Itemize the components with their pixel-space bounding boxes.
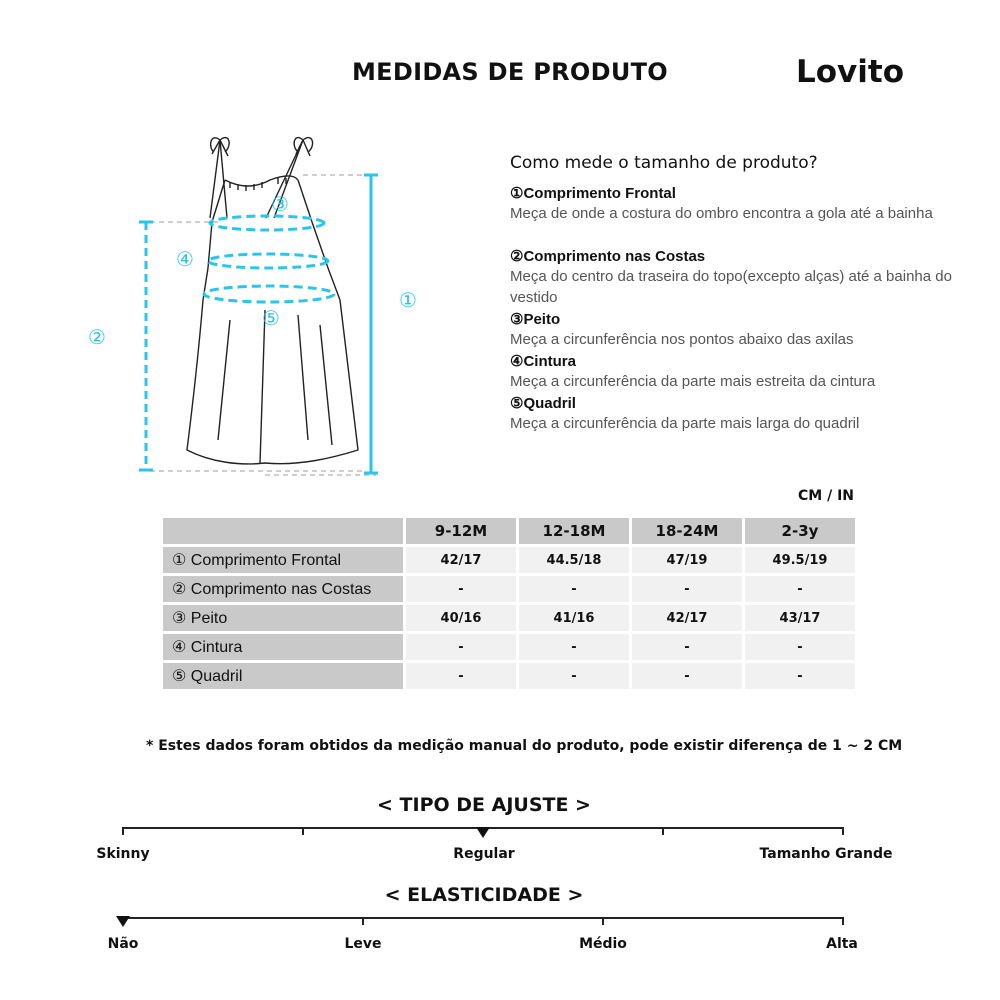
marker-front-length: ① [399, 288, 417, 312]
table-header-row [163, 518, 855, 544]
table-cell: 40/16 [406, 605, 516, 631]
howto-item-desc: Meça a circunferência nos pontos abaixo das axilas [510, 331, 854, 348]
hip-ellipse [204, 286, 334, 302]
table-cell: - [632, 576, 742, 602]
fit-scale-tick [122, 827, 124, 835]
howto-item-title: ③Peito [510, 311, 561, 328]
elasticity-label: Médio [579, 936, 627, 952]
elasticity-scale-title: < ELASTICIDADE > [384, 884, 584, 906]
elasticity-label: Alta [826, 936, 858, 952]
table-row [163, 547, 855, 573]
table-cell: - [632, 663, 742, 689]
back-length-line [139, 222, 153, 470]
table-cell: - [406, 663, 516, 689]
fit-scale-title: < TIPO DE AJUSTE > [377, 794, 591, 816]
elasticity-label: Não [107, 936, 139, 952]
howto-item-desc: Meça a circunferência da parte mais larga do quadril [510, 415, 860, 432]
howto-item-desc: Meça a circunferência da parte mais estreita da cintura [510, 373, 876, 390]
fit-label: Regular [453, 846, 515, 862]
measurement-note: * Estes dados foram obtidos da medição manual do produto, pode existir diferença de 1 ~ 2 CM [146, 738, 903, 754]
marker-back-length: ② [88, 325, 106, 349]
howto-item-title: ②Comprimento nas Costas [510, 248, 706, 265]
dress-diagram [70, 120, 470, 490]
row-label: ① Comprimento Frontal [163, 547, 403, 573]
page-title: MEDIDAS DE PRODUTO [352, 58, 668, 86]
size-column-header: 2-3y [745, 518, 855, 544]
elasticity-scale-tick [362, 917, 364, 925]
marker-hip: ⑤ [262, 306, 280, 330]
row-label: ⑤ Quadril [163, 663, 403, 689]
marker-waist: ④ [176, 247, 194, 271]
fit-label: Skinny [96, 846, 150, 862]
table-corner-cell [163, 518, 403, 544]
table-cell: 42/17 [632, 605, 742, 631]
elasticity-selected-marker-icon [116, 916, 130, 927]
table-cell: - [745, 576, 855, 602]
table-cell: 44.5/18 [519, 547, 629, 573]
fit-label: Tamanho Grande [759, 846, 893, 862]
chest-ellipse [210, 216, 324, 230]
table-cell: 47/19 [632, 547, 742, 573]
table-row [163, 605, 855, 631]
table-cell: - [406, 576, 516, 602]
howto-item-title: ④Cintura [510, 353, 576, 370]
table-cell: - [519, 576, 629, 602]
row-label: ③ Peito [163, 605, 403, 631]
size-column-header: 9-12M [406, 518, 516, 544]
size-column-header: 12-18M [519, 518, 629, 544]
fit-scale-tick [842, 827, 844, 835]
row-label: ④ Cintura [163, 634, 403, 660]
elasticity-label: Leve [344, 936, 382, 952]
marker-chest: ③ [271, 192, 289, 216]
table-cell: - [632, 634, 742, 660]
fit-scale-tick [302, 827, 304, 835]
table-cell: 49.5/19 [745, 547, 855, 573]
table-cell: - [519, 634, 629, 660]
table-cell: - [745, 663, 855, 689]
front-length-line [364, 175, 378, 473]
fit-selected-marker-icon [476, 827, 490, 838]
size-table [160, 515, 858, 692]
howto-item-title: ⑤Quadril [510, 395, 576, 412]
table-cell: 41/16 [519, 605, 629, 631]
unit-label: CM / IN [798, 488, 854, 504]
table-row [163, 576, 855, 602]
row-label: ② Comprimento nas Costas [163, 576, 403, 602]
table-cell: 43/17 [745, 605, 855, 631]
elasticity-scale-line [123, 917, 844, 919]
elasticity-scale-tick [602, 917, 604, 925]
waist-ellipse [208, 254, 328, 268]
table-row [163, 634, 855, 660]
howto-item-desc: Meça do centro da traseira do topo(excepto alças) até a bainha do vestido [510, 268, 952, 306]
fit-scale-tick [662, 827, 664, 835]
table-cell: - [406, 634, 516, 660]
brand-logo: Lovito [796, 54, 905, 90]
table-row [163, 663, 855, 689]
size-column-header: 18-24M [632, 518, 742, 544]
howto-item-title: ①Comprimento Frontal [510, 185, 676, 202]
table-cell: - [519, 663, 629, 689]
howto-heading: Como mede o tamanho de produto? [510, 153, 818, 173]
howto-item-desc: Meça de onde a costura do ombro encontra a gola até a bainha [510, 205, 933, 222]
elasticity-scale-tick [842, 917, 844, 925]
table-cell: 42/17 [406, 547, 516, 573]
table-cell: - [745, 634, 855, 660]
